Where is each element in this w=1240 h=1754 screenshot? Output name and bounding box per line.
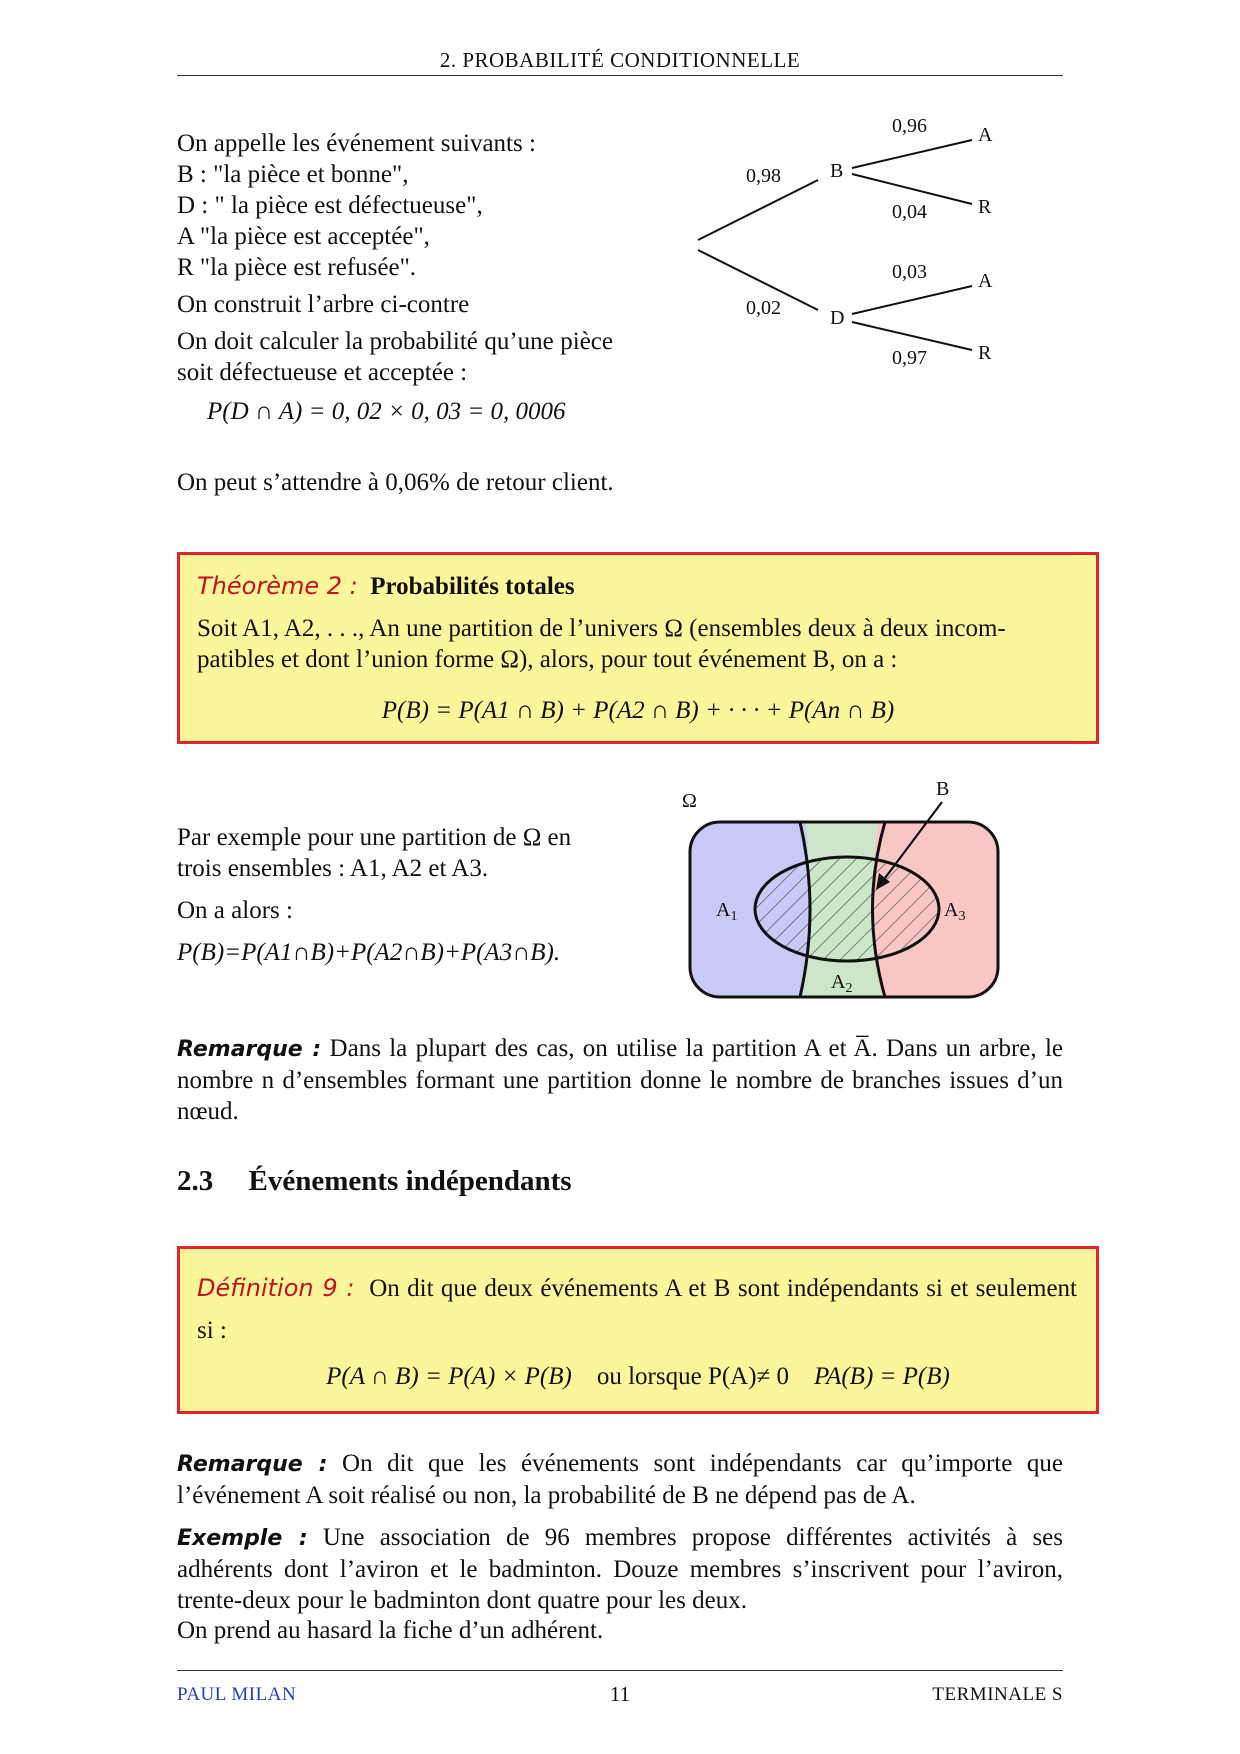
a3-label: $A_3$ — [944, 899, 966, 924]
prob-root-b: 0,98 — [746, 165, 781, 187]
footer-class: TERMINALE S — [932, 1684, 1063, 1705]
theorem-body-line-2: patibles et dont l’union forme Ω), alors, pour tout événement B, on a : — [197, 646, 898, 673]
node-r1: R — [978, 196, 992, 218]
intro-line-1: On appelle les événement suivants : — [177, 130, 536, 157]
definition-formula — [180, 1361, 1096, 1392]
node-d: D — [830, 307, 845, 329]
example-formula: P(B)=P(A1∩B)+P(A2∩B)+P(A3∩B). — [177, 939, 561, 966]
remark-1-text: Dans la plupart des cas, on utilise la partition A et A̅. Dans un arbre, le nombre n d’ensembles formant une partition donne le nombre de branches issues d’un nœud. — [177, 1035, 1063, 1125]
set-b-ellipse — [755, 857, 939, 961]
remark-1 — [177, 1033, 1063, 1127]
prob-b-r: 0,04 — [892, 201, 927, 223]
theorem-body — [197, 613, 1077, 675]
branch-d-a — [852, 286, 972, 314]
remark-2 — [177, 1448, 1063, 1511]
section-number: 2.3 — [177, 1165, 214, 1197]
intro-line-2: B : "la pièce et bonne", — [177, 161, 409, 188]
prob-b-a: 0,96 — [892, 115, 927, 137]
definition-label: Définition 9 : — [197, 1274, 355, 1302]
exemple-last-line: On prend au hasard la fiche d’un adhérent. — [177, 1617, 604, 1644]
definition-middle: ou lorsque P(A)≠ 0 — [596, 1363, 790, 1390]
example-line-3: On a alors : — [177, 897, 293, 924]
branch-d-r — [852, 322, 972, 350]
branch-b-r — [852, 174, 972, 204]
definition-box — [177, 1246, 1099, 1414]
conclusion: On peut s’attendre à 0,06% de retour client. — [177, 469, 614, 496]
intro-line-4: A "la pièce est acceptée", — [177, 223, 430, 250]
definition-formula-2: PA(B) = P(B) — [814, 1363, 950, 1390]
example-line-2: trois ensembles : A1, A2 et A3. — [177, 855, 489, 882]
definition-formula-1: P(A ∩ B) = P(A) × P(B) — [326, 1363, 572, 1390]
definition-text: On dit que deux événements A et B sont indépendants si et seulement si : — [197, 1275, 1078, 1344]
remark-2-label: Remarque : — [177, 1452, 328, 1477]
footer-page-number: 11 — [609, 1682, 631, 1706]
prob-d-r: 0,97 — [892, 347, 927, 369]
branch-root-b — [698, 180, 818, 240]
omega-label: Ω — [682, 790, 697, 812]
definition-body — [197, 1267, 1077, 1352]
remark-2-text: On dit que les événements sont indépendants car qu’importe que l’événement A soit réalisé ou non, la probabilité de B ne dépend pas de A. — [177, 1450, 1063, 1509]
footer-author[interactable]: PAUL MILAN — [177, 1684, 297, 1705]
prob-d-a: 0,03 — [892, 261, 927, 283]
theorem-title: Probabilités totales — [370, 573, 575, 600]
header-rule — [177, 75, 1063, 76]
theorem-heading — [197, 571, 575, 602]
intersection-formula: P(D ∩ A) = 0, 02 × 0, 03 = 0, 0006 — [207, 398, 566, 425]
section-heading — [177, 1165, 572, 1198]
exemple — [177, 1522, 1063, 1616]
theorem-formula: P(B) = P(A1 ∩ B) + P(A2 ∩ B) + · · · + P(An ∩ B) — [381, 697, 895, 724]
example-line-1: Par exemple pour une partition de Ω en — [177, 824, 572, 851]
calc-sentence: On doit calculer la probabilité qu’une pièce soit défectueuse et acceptée : — [177, 328, 613, 386]
b-label: B — [936, 780, 950, 800]
section-title: Événements indépendants — [248, 1165, 572, 1197]
node-b: B — [830, 160, 844, 182]
branch-b-a — [852, 140, 972, 168]
tree-sentence: On construit l’arbre ci-contre — [177, 291, 470, 318]
probability-tree — [690, 110, 1030, 380]
theorem-label: Théorème 2 : — [197, 572, 358, 600]
running-header: 2. PROBABILITÉ CONDITIONNELLE — [439, 48, 801, 72]
remark-1-label: Remarque : — [177, 1037, 322, 1062]
theorem-box — [177, 552, 1099, 744]
footer-rule — [177, 1670, 1063, 1671]
node-a2: A — [978, 270, 993, 292]
a2-label: $A_2$ — [831, 971, 853, 996]
a1-label: $A_1$ — [716, 899, 738, 924]
exemple-text: Une association de 96 membres propose différentes activités à ses adhérents dont l’aviron et le badminton. Douze membres s’inscrivent pour l’aviron, trente-deux pour le badminton dont quatre pour les deux. — [177, 1524, 1063, 1614]
example-text — [177, 822, 617, 968]
intro-line-3: D : " la pièce est défectueuse", — [177, 192, 483, 219]
intro-line-5: R "la pièce est refusée". — [177, 254, 417, 281]
node-a1: A — [978, 124, 993, 146]
intro-text — [177, 128, 637, 427]
venn-diagram — [680, 780, 1010, 1005]
prob-root-d: 0,02 — [746, 297, 781, 319]
exemple-label: Exemple : — [177, 1526, 308, 1551]
node-r2: R — [978, 342, 992, 364]
theorem-body-line-1: Soit A1, A2, . . ., An une partition de l’univers Ω (ensembles deux à deux incom- — [197, 615, 1006, 642]
